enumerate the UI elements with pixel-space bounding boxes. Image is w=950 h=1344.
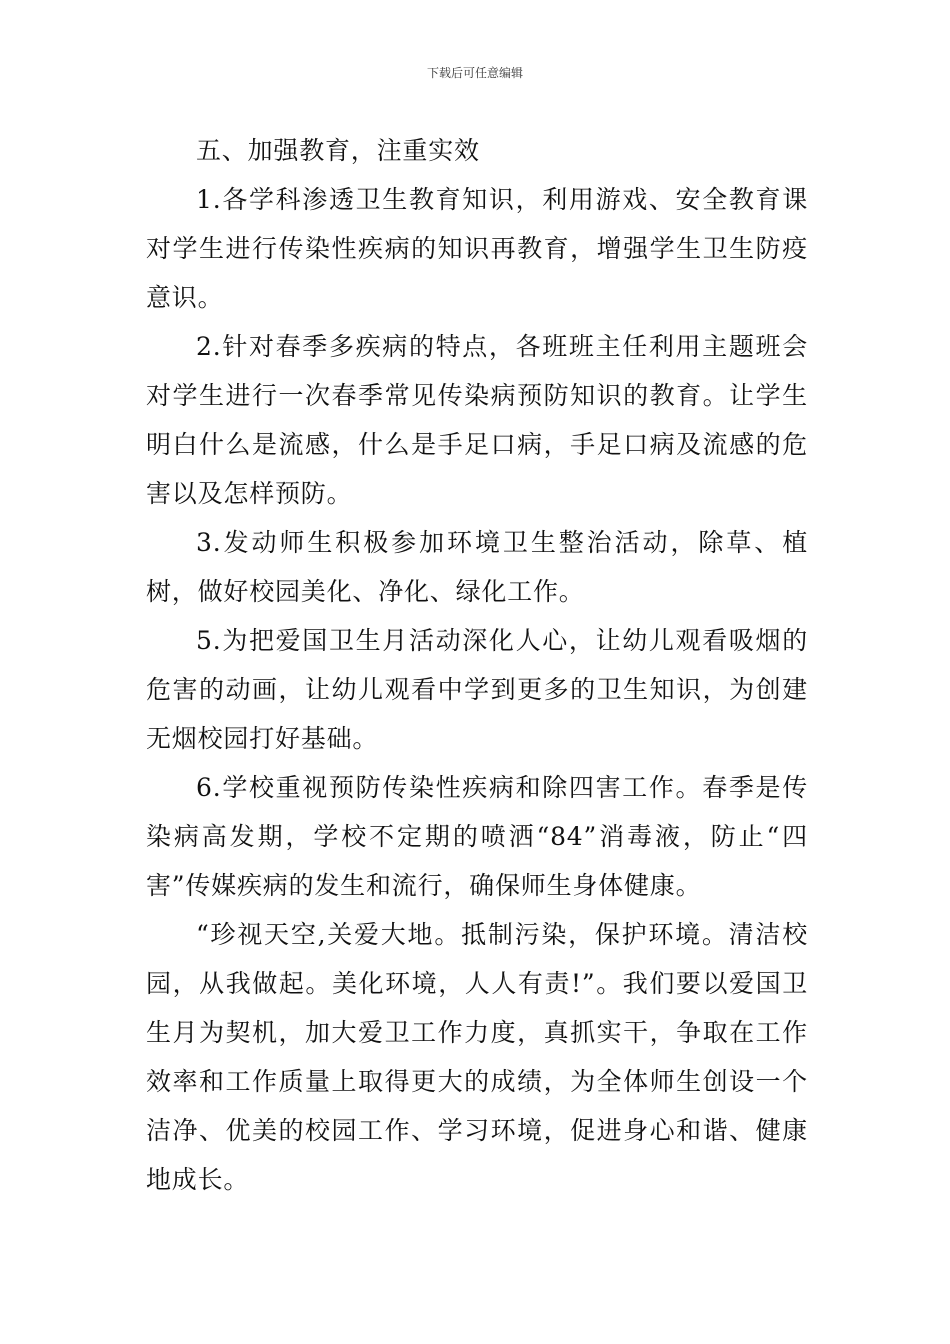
paragraph-item-5: 5.为把爱国卫生月活动深化人心，让幼儿观看吸烟的危害的动画，让幼儿观看中学到更多的卫生知识，为创建无烟校园打好基础。 — [146, 626, 808, 753]
paragraph-item-6: 6.学校重视预防传染性疾病和除四害工作。春季是传染病高发期，学校不定期的喷洒“84”消毒液，防止“四害”传媒疾病的发生和流行，确保师生身体健康。 — [146, 773, 808, 900]
paragraph-item-1: 1.各学科渗透卫生教育知识，利用游戏、安全教育课对学生进行传染性疾病的知识再教育，增强学生卫生防疫意识。 — [146, 185, 808, 312]
section-heading: 五、加强教育，注重实效 — [196, 136, 480, 165]
paragraph-item-3: 3.发动师生积极参加环境卫生整治活动，除草、植树，做好校园美化、净化、绿化工作。 — [146, 528, 808, 606]
page-header: 下载后可任意编辑 — [426, 66, 523, 80]
closing-paragraph: “珍视天空,关爱大地。抵制污染，保护环境。清洁校园，从我做起。美化环境，人人有责!”。我们要以爱国卫生月为契机，加大爱卫工作力度，真抓实干，争取在工作效率和工作质量上取得更大的成绩，为全体师生创设一个洁净、优美的校园工作、学习环境，促进身心和谐、健康地成长。 — [146, 920, 808, 1194]
document-body — [146, 126, 808, 1204]
paragraph-item-2: 2.针对春季多疾病的特点，各班班主任利用主题班会对学生进行一次春季常见传染病预防知识的教育。让学生明白什么是流感，什么是手足口病，手足口病及流感的危害以及怎样预防。 — [146, 332, 808, 508]
